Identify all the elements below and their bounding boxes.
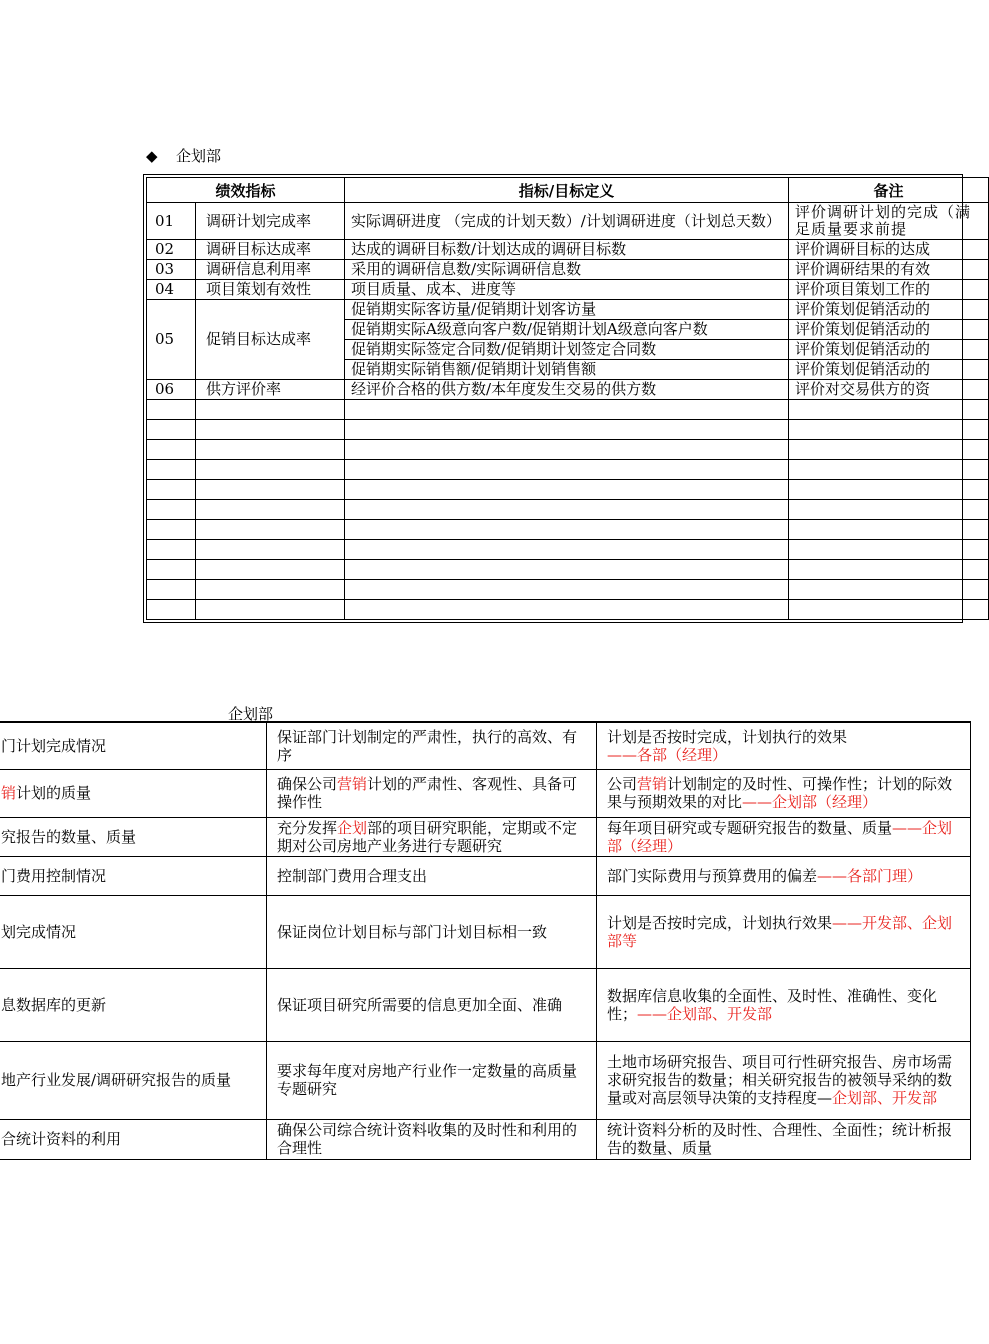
kpi-definition: 促销期实际签定合同数/促销期计划签定合同数 bbox=[345, 340, 789, 360]
goal-purpose bbox=[267, 1041, 597, 1119]
highlight-text: ——企划部（经理） bbox=[607, 818, 953, 855]
empty-cell bbox=[147, 480, 196, 500]
kpi-name: 调研信息利用率 bbox=[196, 260, 345, 280]
empty-cell bbox=[345, 440, 789, 460]
kpi-number: 04 bbox=[147, 280, 196, 300]
cell-text: 计划制定的及时性、可操作性；计划的际效果与预期效果的对比 bbox=[607, 775, 953, 811]
empty-cell bbox=[147, 560, 196, 580]
kpi-definition: 促销期实际销售额/促销期计划销售额 bbox=[345, 360, 789, 380]
kpi-number: 01 bbox=[147, 203, 196, 240]
empty-cell bbox=[147, 420, 196, 440]
empty-row bbox=[147, 560, 989, 580]
cell-text: 每年项目研究或专题研究报告的数量、质量 bbox=[607, 818, 893, 837]
empty-cell bbox=[345, 520, 789, 540]
empty-row bbox=[147, 440, 989, 460]
highlight-text: 营销 bbox=[337, 775, 368, 793]
empty-cell bbox=[147, 440, 196, 460]
empty-cell bbox=[147, 580, 196, 600]
cell-text: 土地市场研究报告、项目可行性研究报告、房市场需求研究报告的数量；相关研究报告的被领导采纳的数量或对高层领导决策的支持程度— bbox=[607, 1053, 953, 1107]
goal-purpose bbox=[267, 722, 597, 769]
cell-text: 要求每年度对房地产行业作一定数量的高质量专题研究 bbox=[277, 1062, 578, 1098]
empty-cell bbox=[196, 400, 345, 420]
goal-indicator bbox=[0, 895, 267, 968]
empty-cell bbox=[196, 600, 345, 620]
goal-row bbox=[0, 722, 971, 769]
kpi-table-header bbox=[147, 178, 989, 203]
highlight-text: ——开发部、企划部等 bbox=[607, 913, 953, 950]
section2-title: 企划部 bbox=[228, 705, 274, 723]
cell-text: 公司 bbox=[607, 775, 638, 793]
empty-cell bbox=[345, 420, 789, 440]
empty-cell bbox=[196, 460, 345, 480]
goal-row bbox=[0, 895, 971, 968]
kpi-row bbox=[147, 300, 989, 320]
goal-purpose bbox=[267, 817, 597, 856]
kpi-row bbox=[147, 240, 989, 260]
empty-cell bbox=[196, 540, 345, 560]
header-definition: 指标/目标定义 bbox=[345, 178, 789, 203]
kpi-row bbox=[147, 260, 989, 280]
kpi-note: 评价策划促销活动的 bbox=[789, 340, 989, 360]
diamond-bullet-icon: ◆ bbox=[146, 147, 158, 165]
empty-cell bbox=[196, 520, 345, 540]
empty-cell bbox=[789, 520, 989, 540]
empty-cell bbox=[196, 440, 345, 460]
goal-row bbox=[0, 856, 971, 895]
highlight-text: ——各部门理） bbox=[817, 866, 923, 885]
goal-row bbox=[0, 1119, 971, 1159]
cell-text: 门费用控制情况 bbox=[1, 866, 107, 885]
empty-cell bbox=[147, 500, 196, 520]
goal-measure bbox=[597, 1119, 971, 1159]
empty-cell bbox=[196, 480, 345, 500]
kpi-number: 02 bbox=[147, 240, 196, 260]
section1-heading bbox=[146, 145, 221, 166]
empty-cell bbox=[147, 400, 196, 420]
empty-row bbox=[147, 400, 989, 420]
empty-cell bbox=[789, 500, 989, 520]
goal-purpose bbox=[267, 895, 597, 968]
goal-purpose bbox=[267, 968, 597, 1041]
goal-indicator bbox=[0, 856, 267, 895]
cell-text: 划完成情况 bbox=[1, 922, 77, 941]
goal-measure bbox=[597, 968, 971, 1041]
cell-text: 计划是否按时完成，计划执行的效果 bbox=[607, 727, 848, 746]
kpi-note: 评价调研结果的有效 bbox=[789, 260, 989, 280]
empty-cell bbox=[345, 400, 789, 420]
empty-row bbox=[147, 480, 989, 500]
empty-cell bbox=[789, 460, 989, 480]
empty-row bbox=[147, 600, 989, 620]
kpi-number: 06 bbox=[147, 380, 196, 400]
cell-text: 统计资料分析的及时性、合理性、全面性；统计析报告的数量、质量 bbox=[607, 1121, 953, 1157]
cell-text: 息数据库的更新 bbox=[1, 995, 107, 1014]
empty-row bbox=[147, 580, 989, 600]
empty-cell bbox=[196, 580, 345, 600]
empty-cell bbox=[345, 600, 789, 620]
cell-text: 门计划完成情况 bbox=[1, 736, 107, 755]
empty-cell bbox=[789, 540, 989, 560]
empty-row bbox=[147, 540, 989, 560]
kpi-name: 促销目标达成率 bbox=[196, 300, 345, 380]
kpi-note: 评价策划促销活动的 bbox=[789, 300, 989, 320]
goal-purpose bbox=[267, 856, 597, 895]
empty-cell bbox=[196, 500, 345, 520]
cell-text: 确保公司 bbox=[277, 775, 338, 793]
empty-cell bbox=[345, 560, 789, 580]
goal-measure bbox=[597, 895, 971, 968]
cell-text: 地产行业发展/调研研究报告的质量 bbox=[1, 1071, 232, 1089]
cell-text: 数据库信息收集的全面性、及时性、准确性、变化性； bbox=[607, 986, 938, 1023]
highlight-text: 销 bbox=[1, 784, 17, 802]
highlight-text: ——企划部（经理） bbox=[742, 793, 878, 811]
empty-cell bbox=[147, 600, 196, 620]
goal-row bbox=[0, 769, 971, 817]
empty-cell bbox=[345, 540, 789, 560]
empty-cell bbox=[147, 460, 196, 480]
empty-cell bbox=[196, 420, 345, 440]
cell-text: 部门实际费用与预算费用的偏差 bbox=[607, 866, 818, 885]
goal-row bbox=[0, 968, 971, 1041]
cell-text: 保证部门计划制定的严肃性，执行的高效、有序 bbox=[277, 727, 578, 764]
kpi-table bbox=[146, 177, 989, 620]
goal-measure bbox=[597, 1041, 971, 1119]
goal-row bbox=[0, 817, 971, 856]
kpi-name: 供方评价率 bbox=[196, 380, 345, 400]
kpi-note: 评价调研目标的达成 bbox=[789, 240, 989, 260]
kpi-name: 项目策划有效性 bbox=[196, 280, 345, 300]
kpi-row bbox=[147, 203, 989, 240]
empty-cell bbox=[789, 400, 989, 420]
kpi-note: 评价策划促销活动的 bbox=[789, 320, 989, 340]
kpi-note: 评价项目策划工作的 bbox=[789, 280, 989, 300]
empty-cell bbox=[345, 460, 789, 480]
goal-measure bbox=[597, 722, 971, 769]
goal-measure bbox=[597, 769, 971, 817]
goal-measure bbox=[597, 817, 971, 856]
highlight-text: 营销 bbox=[637, 775, 668, 793]
empty-cell bbox=[147, 520, 196, 540]
cell-text: 控制部门费用合理支出 bbox=[277, 866, 428, 885]
cell-text: 究报告的数量、质量 bbox=[1, 827, 137, 846]
goal-purpose bbox=[267, 769, 597, 817]
header-note: 备注 bbox=[789, 178, 989, 203]
kpi-number: 05 bbox=[147, 300, 196, 380]
cell-text: 保证项目研究所需要的信息更加全面、准确 bbox=[277, 995, 563, 1014]
kpi-row bbox=[147, 280, 989, 300]
goal-indicator bbox=[0, 817, 267, 856]
cell-text: 计划的质量 bbox=[16, 784, 92, 802]
kpi-definition: 促销期实际A级意向客户数/促销期计划A级意向客户数 bbox=[345, 320, 789, 340]
goal-indicator bbox=[0, 722, 267, 769]
empty-cell bbox=[196, 560, 345, 580]
goal-measure bbox=[597, 856, 971, 895]
goal-purpose bbox=[267, 1119, 597, 1159]
cell-text: 计划是否按时完成，计划执行效果 bbox=[607, 913, 833, 932]
empty-row bbox=[147, 460, 989, 480]
cell-text: 确保公司综合统计资料收集的及时性和利用的合理性 bbox=[277, 1121, 578, 1157]
highlight-text: ——企划部、开发部 bbox=[637, 1004, 773, 1023]
kpi-note: 评价策划促销活动的 bbox=[789, 360, 989, 380]
goal-indicator bbox=[0, 769, 267, 817]
kpi-name: 调研计划完成率 bbox=[196, 203, 345, 240]
empty-cell bbox=[345, 480, 789, 500]
dept-goal-table bbox=[0, 721, 971, 1160]
kpi-table-frame bbox=[143, 174, 972, 623]
empty-cell bbox=[345, 580, 789, 600]
empty-cell bbox=[789, 420, 989, 440]
kpi-note: 评价调研计划的完成（满足质量要求前提 bbox=[789, 203, 989, 240]
empty-cell bbox=[789, 560, 989, 580]
empty-cell bbox=[789, 600, 989, 620]
cell-text: 合统计资料的利用 bbox=[1, 1130, 122, 1148]
kpi-row bbox=[147, 380, 989, 400]
kpi-number: 03 bbox=[147, 260, 196, 280]
highlight-text: 企划 bbox=[337, 818, 368, 837]
kpi-definition: 促销期实际客访量/促销期计划客访量 bbox=[345, 300, 789, 320]
kpi-definition: 项目质量、成本、进度等 bbox=[345, 280, 789, 300]
kpi-note: 评价对交易供方的资 bbox=[789, 380, 989, 400]
goal-indicator bbox=[0, 968, 267, 1041]
empty-cell bbox=[147, 540, 196, 560]
cell-text: 计划的严肃性、客观性、具备可操作性 bbox=[277, 775, 578, 811]
empty-cell bbox=[789, 440, 989, 460]
empty-row bbox=[147, 520, 989, 540]
goal-row bbox=[0, 1041, 971, 1119]
kpi-definition: 采用的调研信息数/实际调研信息数 bbox=[345, 260, 789, 280]
empty-row bbox=[147, 500, 989, 520]
kpi-definition: 经评价合格的供方数/本年度发生交易的供方数 bbox=[345, 380, 789, 400]
kpi-definition: 达成的调研目标数/计划达成的调研目标数 bbox=[345, 240, 789, 260]
section1-title: 企划部 bbox=[176, 147, 222, 165]
goal-indicator bbox=[0, 1119, 267, 1159]
highlight-text: 企划部、开发部 bbox=[832, 1089, 938, 1107]
kpi-definition: 实际调研进度 （完成的计划天数）/计划调研进度（计划总天数） bbox=[345, 203, 789, 240]
cell-text: 部的项目研究职能，定期或不定期对公司房地产业务进行专题研究 bbox=[277, 818, 578, 855]
header-kpi: 绩效指标 bbox=[147, 178, 345, 203]
cell-text: 保证岗位计划目标与部门计划目标相一致 bbox=[277, 922, 548, 941]
empty-cell bbox=[789, 580, 989, 600]
kpi-name: 调研目标达成率 bbox=[196, 240, 345, 260]
empty-row bbox=[147, 420, 989, 440]
empty-cell bbox=[345, 500, 789, 520]
goal-indicator bbox=[0, 1041, 267, 1119]
cell-text: 充分发挥 bbox=[277, 818, 338, 837]
empty-cell bbox=[789, 480, 989, 500]
highlight-text: ——各部（经理） bbox=[607, 745, 728, 764]
